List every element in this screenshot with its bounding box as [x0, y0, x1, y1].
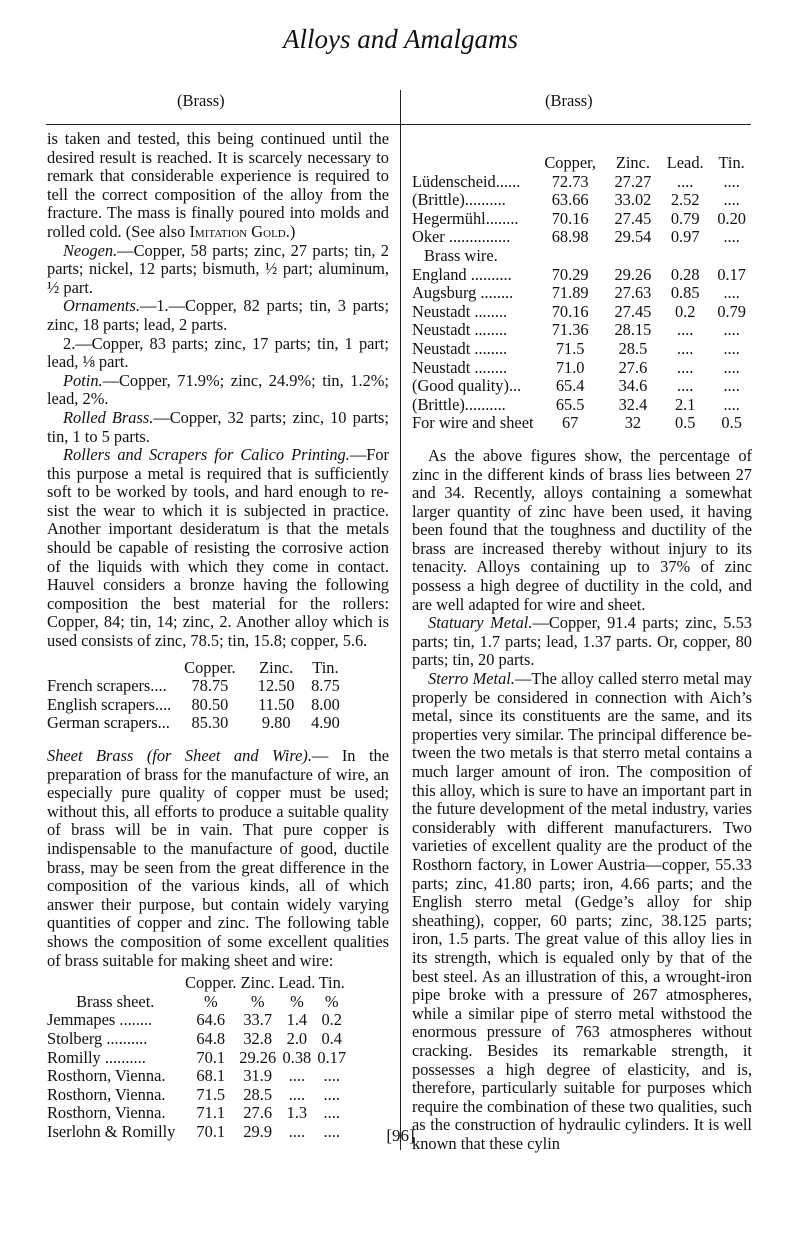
page-number: [96] [386, 1126, 415, 1145]
table-row [412, 359, 752, 378]
table-cell: 27.63 [614, 283, 652, 303]
table-cell: 27.45 [614, 208, 652, 228]
table-cell: Rosthorn, Vienna. [47, 1084, 166, 1104]
table-cell: 0.20 [717, 208, 746, 228]
table-cell: 8.00 [311, 694, 340, 714]
table-cell: 28.15 [614, 320, 652, 340]
sheet-brass-table [47, 974, 347, 1141]
table-row [412, 396, 752, 415]
table-row [412, 414, 752, 433]
entry-heading: Statuary Metal. [428, 613, 533, 633]
table-cell: 71.5 [555, 338, 585, 358]
column-divider [400, 90, 401, 1150]
entry-heading: Rollers and Scrapers for Calico Printing. [63, 445, 350, 465]
entry-text: —Copper, 58 parts; zinc, 27 parts; tin, 2 parts; nickel, 12 parts; bismuth, ½ part; aluminum, ½ part. [47, 240, 389, 297]
entry-text: —Copper, 71.9%; zinc, 24.9%; tin, 1.2%; lead, 2%. [47, 370, 389, 409]
table-cell: 28.5 [243, 1084, 273, 1104]
table-row [47, 1067, 347, 1086]
table-header: Lead. [666, 153, 704, 172]
table-cell: 2.0 [286, 1028, 308, 1048]
table-cell: 1.3 [286, 1103, 308, 1123]
table-row [47, 1011, 347, 1030]
entry-text: —Copper, 32 parts; zinc, 10 parts; tin, 1 to 5 parts. [47, 407, 389, 446]
table-subhead: Brass sheet. [76, 991, 155, 1011]
table-header [47, 659, 171, 678]
table-row [412, 210, 752, 229]
table-row [47, 714, 347, 733]
table-row [412, 303, 752, 322]
table-cell: 67 [561, 413, 579, 433]
table-cell: .... [677, 320, 694, 340]
table-cell: 70.16 [551, 208, 589, 228]
table-header: Lead. [278, 973, 316, 993]
table-cell: 27.27 [614, 171, 652, 191]
table-cell: 27.45 [614, 301, 652, 321]
table-cell: .... [323, 1103, 340, 1123]
table-cell: 29.54 [614, 227, 652, 247]
table-cell: 0.4 [321, 1028, 342, 1048]
table-unit: % [324, 991, 339, 1011]
entry-heading: Ornaments. [63, 296, 140, 316]
table-cell: 33.7 [243, 1010, 273, 1030]
entry-text: 2.—Copper, 83 parts; zinc, 17 parts; tin, 1 part; lead, ⅛ part. [47, 333, 389, 372]
table-cell: 70.1 [196, 1121, 226, 1141]
table-cell: 2.1 [674, 394, 696, 414]
table-cell: 27.6 [243, 1103, 273, 1123]
table-cell: .... [723, 338, 740, 358]
table-cell: English scrapers.... [47, 694, 172, 714]
table-cell: 9.80 [261, 713, 291, 733]
table-cell: .... [288, 1121, 306, 1141]
table-cell: 11.50 [258, 694, 295, 714]
table-header: Zinc. [240, 973, 275, 993]
table-cell: 29.9 [243, 1121, 273, 1141]
table-cell: 0.79 [717, 301, 746, 321]
table-cell: For wire and sheet [412, 413, 534, 433]
table-cell: 4.90 [311, 713, 340, 733]
table-row [412, 191, 752, 210]
table-cell: .... [723, 171, 740, 191]
table-cell: 0.5 [674, 413, 696, 433]
cross-reference: Imitation Gold. [189, 221, 290, 241]
table-cell: (Good quality)... [412, 376, 522, 396]
table-cell: 72.73 [551, 171, 589, 191]
header-rule [46, 124, 751, 125]
left-column [47, 130, 389, 1141]
table-cell: 70.1 [196, 1047, 226, 1067]
table-cell: .... [723, 376, 740, 396]
table-unit: % [203, 991, 218, 1011]
table-cell: Iserlohn & Romilly [47, 1121, 176, 1141]
table-cell: 0.5 [721, 413, 742, 433]
table-cell: (Brittle).......... [412, 190, 506, 210]
table-cell: Oker ............... [412, 227, 511, 247]
table-cell: 33.02 [614, 190, 652, 210]
table-subhead: Brass wire. [424, 245, 498, 265]
table-cell: 29.26 [614, 264, 652, 284]
table-cell: 0.28 [670, 264, 700, 284]
table-cell: 63.66 [551, 190, 589, 210]
table-cell: 0.2 [321, 1010, 342, 1030]
table-subhead-row [412, 247, 752, 266]
table-cell: Neustadt ........ [412, 320, 508, 340]
table-row [47, 677, 347, 696]
table-cell: Lüdenscheid...... [412, 171, 521, 191]
entry-neogen [47, 242, 389, 298]
table-cell: 31.9 [243, 1066, 273, 1086]
table-header: Tin. [318, 973, 345, 993]
table-cell: 1.4 [286, 1010, 308, 1030]
entry-text: —1.—Copper, 82 parts; tin, 3 parts; zinc, 18 parts; lead, 2 parts. [47, 296, 389, 334]
table-cell: 71.5 [196, 1084, 226, 1104]
paragraph-continuation [47, 130, 389, 242]
table-cell: .... [723, 357, 740, 377]
table-cell: 0.17 [717, 264, 746, 284]
table-row [412, 228, 752, 247]
table-row [412, 321, 752, 340]
entry-heading: Rolled Brass. [63, 407, 154, 427]
table-cell: 8.75 [311, 676, 340, 696]
entry-potin [47, 372, 389, 409]
table-header-row [47, 659, 347, 678]
table-cell: Stolberg .......... [47, 1028, 148, 1048]
table-cell: .... [723, 394, 740, 414]
entry-sheet-brass [47, 747, 389, 970]
table-cell: 65.4 [555, 376, 585, 396]
scrapers-table [47, 659, 347, 733]
table-cell: 71.0 [555, 357, 585, 377]
entry-text: —For this purpose a metal is required that is sufficiently soft to be worked by tools, and hard enough to resist the wear to which it is subjected in practice. Another important desideratum is that the metals should be capable of resisting the corrosive action of the liquids with which they come in contact. Hauvel considers a bronze having the following composition the best material for the rollers: Copper, 84; tin, 14; zinc, 2. Another alloy which is used consists of zinc, 78.5; tin, 15.8; copper, 5.6. [47, 445, 389, 651]
table-cell: Jemmapes ........ [47, 1010, 153, 1030]
table-header: Zinc. [259, 657, 294, 677]
table-cell: .... [723, 227, 740, 247]
table-cell: .... [723, 190, 740, 210]
table-cell: 32 [624, 413, 642, 433]
table-cell: Neustadt ........ [412, 357, 508, 377]
table-header: Copper. [185, 973, 237, 993]
table-cell: 70.29 [551, 264, 589, 284]
table-cell: 71.89 [551, 283, 589, 303]
table-header: Copper, [544, 153, 597, 172]
table-cell: 0.38 [282, 1047, 312, 1067]
entry-heading: Neogen. [63, 240, 118, 260]
table-cell: 65.5 [555, 394, 585, 414]
table-cell: 71.1 [196, 1103, 226, 1123]
table-cell: Rosthorn, Vienna. [47, 1103, 166, 1123]
table-cell: 78.75 [191, 676, 229, 696]
table-header: Zinc. [615, 153, 650, 172]
table-cell: 68.98 [551, 227, 589, 247]
table-row [412, 377, 752, 396]
table-cell: 12.50 [257, 676, 295, 696]
entry-heading: Sterro Metal. [428, 669, 515, 689]
table-header: Tin. [312, 657, 339, 677]
paragraph-text-end: ) [289, 221, 296, 241]
table-cell: 71.36 [551, 320, 589, 340]
table-row [47, 1049, 347, 1068]
composition-table [412, 154, 752, 433]
table-cell: 70.16 [551, 301, 589, 321]
table-unit: % [250, 991, 265, 1011]
table-cell: .... [288, 1066, 306, 1086]
entry-heading: Sheet Brass (for Sheet and Wire). [47, 746, 312, 765]
table-cell: Augsburg ........ [412, 283, 514, 303]
table-cell: 27.6 [618, 357, 648, 377]
entry-statuary-metal [412, 614, 752, 670]
table-cell: French scrapers.... [47, 676, 167, 696]
table-cell: 32.8 [243, 1028, 273, 1048]
table-row [412, 173, 752, 192]
table-row [412, 340, 752, 359]
table-header: Copper. [184, 657, 236, 677]
table-row [412, 284, 752, 303]
table-cell: Hegermühl........ [412, 208, 519, 228]
table-cell: 32.4 [618, 394, 648, 414]
table-units-row [47, 993, 347, 1012]
table-cell: .... [723, 320, 740, 340]
paragraph-text: is taken and tested, this being continued until the desired result is reached. It is scarcely necessary to remark that considerable experience is required to tell the correct composition of the alloy from the fracture. The mass is finally poured into molds and rolled cold. (See also [47, 129, 389, 241]
entry-text: — In the preparation of brass for the manufacture of wire, an especially pure quality of copper must be used; without this, all efforts to produce a suitable quality of brass will be in vain. That pure copper is indispensable to the manufacture of good, ductile brass, may be seen from the great difference in the composition of the various kinds, all of which answer their purpose, but contain widely varying quantities of copper and zinc. The following table shows the composition of some excellent qualities of brass suitable for making sheet and wire: [47, 746, 389, 970]
table-header [47, 974, 183, 993]
table-cell: .... [323, 1066, 340, 1086]
table-header-row [412, 154, 752, 173]
table-cell: 34.6 [618, 376, 648, 396]
table-cell: .... [677, 357, 694, 377]
table-cell: 0.2 [674, 301, 696, 321]
table-cell: Neustadt ........ [412, 301, 508, 321]
right-column-head: (Brass) [545, 91, 593, 110]
table-cell: .... [323, 1084, 340, 1104]
table-cell: 0.17 [317, 1047, 347, 1067]
entry-heading: Potin. [63, 370, 103, 390]
table-cell: Romilly .......... [47, 1047, 146, 1067]
table-row [47, 1030, 347, 1049]
table-row [412, 266, 752, 285]
table-cell: German scrapers... [47, 713, 170, 733]
table-unit: % [290, 991, 304, 1011]
entry-rollers [47, 446, 389, 651]
table-header [412, 154, 534, 173]
table-cell: 2.52 [670, 190, 700, 210]
paragraph-zinc-percentage: As the above figures show, the percentage of zinc in the different kinds of brass lies between 27 and 34. Recently, alloys containing a somewhat larger quantity of zinc have been used, it having been found that the toughness and ductility of the brass are increased thereby without injury to its tenacity. Alloys containing up to 37% of zinc possess a high degree of ductility in the cold, and are well adapted for wire and sheet. [412, 445, 752, 614]
table-row [47, 1086, 347, 1105]
table-cell: .... [677, 338, 694, 358]
entry-text: —The alloy called sterro metal may properly be considered in connection with Aich’s metal, since its constituents are the same, and its properties very similar. The principal difference between the two metals is that sterro metal contains a much larger amount of iron. The composition of this alloy, which is sure to have an important part in the future development of the metal industry, varies considerably with different manufacturers. Two varieties of excellent quality are the product of the Rosthorn factory, in Lower Austria—copper, 55.33 parts; zinc, 41.80 parts; iron, 4.66 parts; and the English sterro metal (Gedge’s alloy for ship sheathing), copper, 60 parts; zinc, 38.125 parts; iron, 1.5 parts. The great value of this alloy lies in its strength, which is equaled only by that of the best steel. As an illustration of this, a wrought-iron pipe broke with a pressure of 267 atmospheres, while a similar pipe of sterro metal withstood the enormous pressure of 763 atmospheres without cracking. Besides its remarkable strength, it possesses a high degree of elasticity, and is, therefore, particularly suitable for purposes which require the combination of these two qualities, such as the construction of hydraulic cylinders. It is well known that these cylin [412, 669, 752, 1153]
entry-sterro-metal [412, 670, 752, 1153]
table-cell: (Brittle).......... [412, 394, 506, 414]
table-cell: .... [288, 1084, 306, 1104]
table-cell: .... [323, 1121, 340, 1141]
table-cell: 68.1 [196, 1066, 226, 1086]
table-cell: 64.6 [196, 1010, 226, 1030]
table-cell: .... [723, 283, 740, 303]
table-header: Tin. [718, 153, 745, 172]
entry-ornaments-2 [47, 335, 389, 372]
right-column [412, 130, 752, 1153]
table-cell: 85.30 [191, 713, 229, 733]
table-cell: Rosthorn, Vienna. [47, 1066, 166, 1086]
left-column-head: (Brass) [177, 91, 225, 110]
table-cell: England .......... [412, 264, 512, 284]
entry-rolled-brass [47, 409, 389, 446]
table-cell: Neustadt ........ [412, 338, 508, 358]
table-cell: 80.50 [191, 694, 229, 714]
table-cell: 28.5 [618, 338, 648, 358]
table-cell: 29.26 [239, 1047, 277, 1067]
entry-ornaments [47, 297, 389, 334]
table-cell: 0.97 [670, 227, 700, 247]
table-cell: 0.85 [670, 283, 700, 303]
table-cell: .... [677, 171, 694, 191]
table-cell: .... [677, 376, 694, 396]
table-cell: 64.8 [196, 1028, 226, 1048]
table-row [47, 1104, 347, 1123]
entry-text: —Copper, 91.4 parts; zinc, 5.53 parts; tin, 1.7 parts; lead, 1.37 parts. Or, copper, 80 parts; tin, 20 parts. [412, 613, 752, 670]
table-row [47, 696, 347, 715]
page-title: Alloys and Amalgams [283, 24, 518, 54]
table-header-row [47, 974, 347, 993]
table-cell: 0.79 [670, 208, 700, 228]
